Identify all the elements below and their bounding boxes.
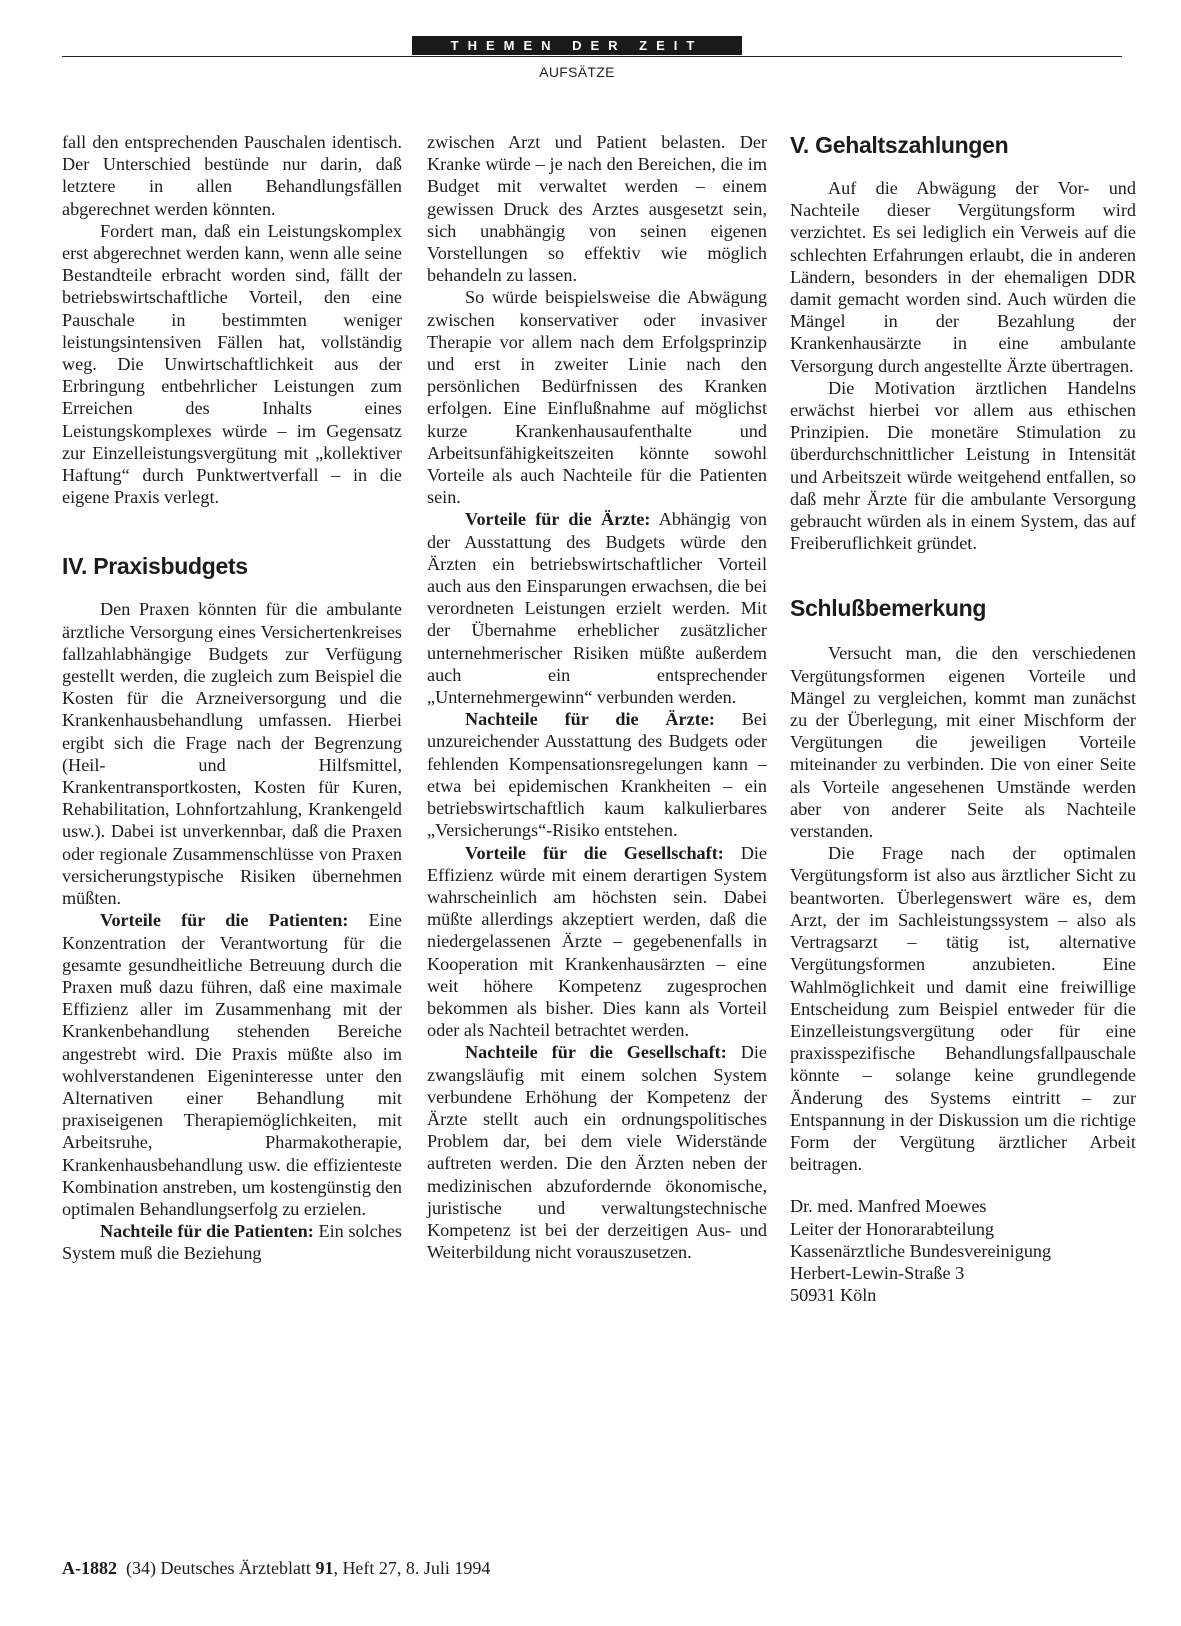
volume-number: 91 (315, 1558, 334, 1578)
paragraph-text: Eine Konzentration der Verantwortung für die gesamte gesundheitliche Betreuung durch die Praxen muß dazu führen, daß eine maximale Effizienz aller im Zusammenhang mit der Krankenbehandlung stehenden Bereiche angestrebt wird. Die Praxis müßte also im wohlverstandenen Eigeninteresse unter den Alternativen einer Behandlung mit praxiseigenen Therapiemöglichkeiten, mit Arbeitsruhe, Pharmakotherapie, Krankenhausbehandlung usw. die effizienteste Kombination anstreben, um kostengünstig den optimalen Behandlungserfolg zu erzielen. (62, 910, 402, 1219)
issue-info: , Heft 27, 8. Juli 1994 (333, 1558, 491, 1578)
paragraph-label: Vorteile für die Gesellschaft: (465, 842, 724, 863)
paragraph: fall den entsprechenden Pauschalen identisch. Der Unterschied bestünde nur darin, daß letztere in allen Behandlungsfällen abgerechnet werden könnten. (62, 132, 402, 219)
author-street: Herbert-Lewin-Straße 3 (790, 1262, 965, 1283)
paragraph-text: Ein solches System muß die Beziehung (62, 1221, 402, 1264)
author-block (790, 1195, 1136, 1306)
author-name: Dr. med. Manfred Moewes (790, 1196, 987, 1217)
paragraph (427, 842, 767, 1042)
column-2 (427, 131, 767, 1263)
paragraph (427, 1041, 767, 1263)
paragraph (427, 708, 767, 841)
paragraph (427, 508, 767, 708)
section-heading-gehaltszahlungen: V. Gehaltszahlungen (790, 132, 1009, 158)
page-footer (62, 1558, 490, 1579)
paragraph-label: Nachteile für die Patienten: (100, 1221, 314, 1242)
author-city: 50931 Köln (790, 1285, 877, 1306)
paragraph-label: Nachteile für die Ärzte: (465, 709, 715, 730)
paragraph: Den Praxen könnten für die ambulante ärztliche Versorgung eines Versichertenkreises fallzahlabhängige Budgets zur Verfügung gestellt werden, die zugleich zum Beispiel die Kosten für die Arzneiversorgung und die Krankenhausbehandlung umfassen. Hierbei ergibt sich die Frage nach der Begrenzung (Heil- und Hilfsmittel, Krankentransportkosten, Kosten für Kuren, Rehabilitation, Lohnfortzahlung, Krankengeld usw.). Dabei ist unverkennbar, daß die Praxen oder regionale Zusammenschlüsse von Praxen versicherungstypische Risiken übernehmen müßten. (62, 599, 402, 909)
paragraph: So würde beispielsweise die Abwägung zwischen konservativer oder invasiver Therapie vor allem nach dem Erfolgsprinzip und erst in zweiter Linie nach den persönlichen Bedürfnissen des Kranken erfolgen. Eine Einflußnahme auf möglichst kurze Krankenhausaufenthalte und Arbeitsunfähigkeitszeiten könnte sowohl Vorteile als auch Nachteile für die Patienten sein. (427, 287, 767, 508)
paragraph-text: Die Effizienz würde mit einem derartigen System wahrscheinlich am höchsten sein. Dabei müßte allerdings akzeptiert werden, daß die niedergelassenen Ärzte – gegebenenfalls in Kooperation mit Krankenhausärzten – eine weit höhere Kompetenz zugesprochen bekommen als bisher. Dies kann als Vorteil oder als Nachteil betrachtet werden. (427, 842, 767, 1041)
paragraph: Versucht man, die den verschiedenen Vergütungsformen eigenen Vorteile und Mängel zu vergleichen, kommt man zunächst zu der Überlegung, mit einer Mischform der Vergütungen die jeweiligen Vorteile miteinander zu verbinden. Die von einer Seite als Vorteile angesehenen Umstände werden aber von anderer Seite als Nachteile verstanden. (790, 643, 1136, 842)
paragraph (62, 909, 402, 1220)
author-role: Leiter der Honorarabteilung (790, 1218, 995, 1239)
header-rule (62, 56, 1122, 57)
paragraph-text: Abhängig von der Ausstattung des Budgets würde den Ärzten ein betriebswirtschaftlicher Vorteil auch aus den Einsparungen erwachsen, die bei verordneten Leistungen erzielt werden. Mit der Übernahme erheblicher zusätzlicher unternehmerischer Risiken müßte außerdem auch ein entsprechender „Unternehmergewinn“ verbunden werden. (427, 509, 767, 708)
section-heading-schlussbemerkung: Schlußbemerkung (790, 595, 987, 622)
paragraph: Die Frage nach der optimalen Vergütungsform ist also aus ärztlicher Sicht zu beantworten. Überlegenswert wäre es, dem Arzt, der im Sachleistungssystem – also als Vertragsarzt – tätig ist, alternative Vergütungsformen anzubieten. Eine Wahlmöglichkeit und damit eine freiwillige Entscheidung zum Beispiel entweder für die Einzelleistungsvergütung oder für eine praxisspezifische Behandlungsfallpauschale könnte – solange keine grundlegende Änderung des Systems eintritt – zur Entspannung in der Diskussion um die richtige Form der Vergütung ärztlicher Arbeit beitragen. (790, 843, 1136, 1175)
paragraph: zwischen Arzt und Patient belasten. Der Kranke würde – je nach den Bereichen, die im Budget mit verwaltet werden – einem gewissen Druck des Arztes ausgesetzt sein, sich unabhängig von seinen eigenen Vorstellungen so effektiv wie möglich behandeln zu lassen. (427, 132, 767, 286)
page-number: A-1882 (62, 1558, 117, 1578)
paragraph-label: Vorteile für die Patienten: (100, 910, 349, 931)
paragraph-label: Nachteile für die Gesellschaft: (465, 1042, 727, 1063)
paragraph: Die Motivation ärztlichen Handelns erwächst hierbei vor allem aus ethischen Prinzipien. Die monetäre Stimulation zu überdurchschnittlicher Leistung in Intensität und Arbeitszeit würde weitgehend entfallen, so daß mehr Ärzte für die ambulante Versorgung gebraucht würden als in einem System, das auf Freiberuflichkeit gründet. (790, 377, 1136, 554)
author-organization: Kassenärztliche Bundesvereinigung (790, 1240, 1052, 1261)
paragraph: Fordert man, daß ein Leistungskomplex erst abgerechnet werden kann, wenn alle seine Bestandteile erbracht worden sind, fällt der betriebswirtschaftliche Vorteil, den eine Pauschale in bestimmten weniger leistungsintensiven Fällen hat, vollständig weg. Die Unwirtschaftlichkeit aus der Erbringung entbehrlicher Leistungen zum Erreichen des Inhalts eines Leistungskomplexes würde – im Gegensatz zur Einzelleistungsvergütung mit „kollektiver Haftung“ durch Punktwertverfall – in die eigene Praxis verlegt. (62, 220, 402, 508)
issue-page: (34) Deutsches Ärzteblatt (126, 1558, 316, 1578)
paragraph: Auf die Abwägung der Vor- und Nachteile dieser Vergütungsform wird verzichtet. Es sei lediglich ein Verweis auf die schlechten Erfahrungen erlaubt, die in anderen Ländern, besonders in der ehemaligen DDR damit gemacht worden sind. Auch würden die Mängel in der Bezahlung der Krankenhausärzte in eine ambulante Versorgung durch angestellte Ärzte übertragen. (790, 178, 1136, 376)
section-subtitle: AUFSÄTZE (539, 64, 615, 80)
paragraph (62, 1220, 402, 1264)
column-1 (62, 131, 402, 1265)
paragraph-text: Bei unzureichender Ausstattung des Budgets oder fehlenden Kompensationsregelungen kann – etwa bei epidemischen Krankheiten – ein betriebswirtschaftlich kaum kalkulierbares „Versicherungs“-Risiko entstehen. (427, 709, 767, 841)
paragraph-text: Die zwangsläufig mit einem solchen System verbundene Erhöhung der Kompetenz der Ärzte stellt auch ein ordnungspolitisches Problem dar, bei dem viele Widerstände auftreten werden. Die den Ärzten neben der medizinischen abzufordernde ökonomische, juristische und verwaltungstechnische Kompetenz ist bei der derzeitigen Aus- und Weiterbildung nicht vorauszusetzen. (427, 1042, 768, 1263)
section-heading-praxisbudgets: IV. Praxisbudgets (62, 553, 248, 580)
column-3 (790, 131, 1136, 1306)
section-banner: THEMEN DER ZEIT (412, 36, 742, 55)
paragraph-label: Vorteile für die Ärzte: (465, 509, 651, 530)
